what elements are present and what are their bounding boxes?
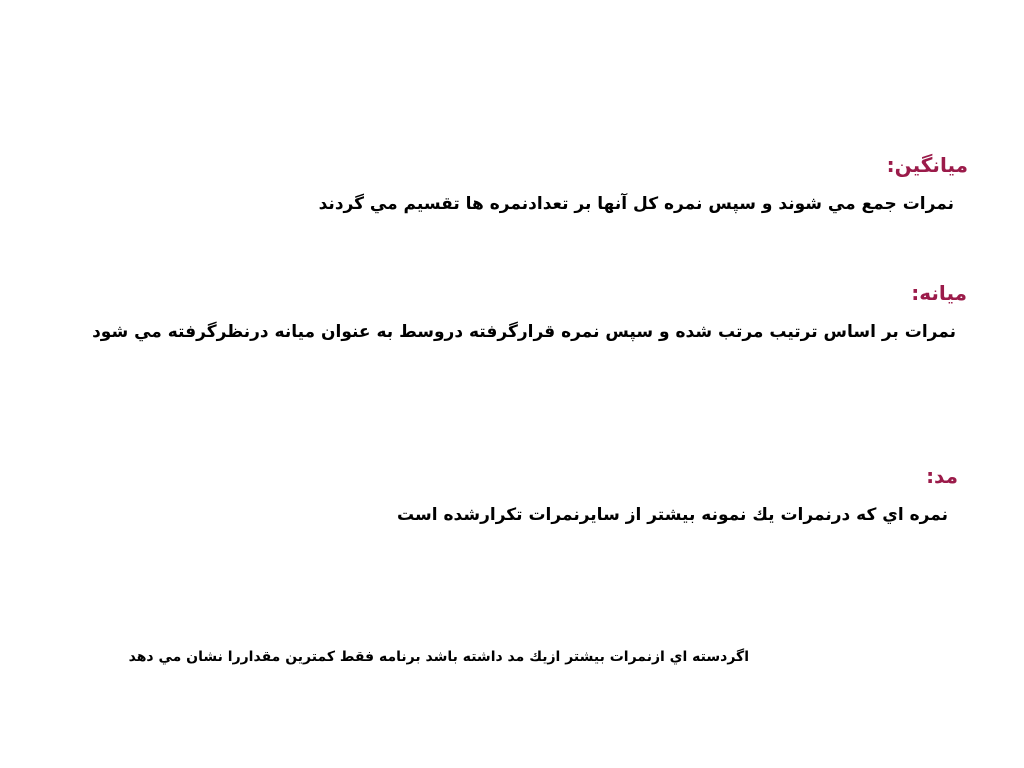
mean-heading: میانگین:	[886, 153, 968, 177]
mode-note: اگردسته اي ازنمرات بیشتر ازیك مد داشته باشد برنامه فقط کمترین مقداررا نشان مي دهد	[128, 649, 749, 665]
mode-heading: مد:	[926, 464, 958, 488]
mean-definition: نمرات جمع مي شوند و سپس نمره کل آنها بر تعدادنمره ها تقسیم مي گردند	[318, 194, 954, 214]
median-definition: نمرات بر اساس ترتیب مرتب شده و سپس نمره قرارگرفته دروسط به عنوان میانه درنظرگرفته مي شود	[92, 322, 956, 342]
mode-definition: نمره اي که درنمرات يك نمونه بیشتر از سایرنمرات تکرارشده است	[397, 505, 948, 525]
median-heading: میانه:	[911, 281, 967, 305]
